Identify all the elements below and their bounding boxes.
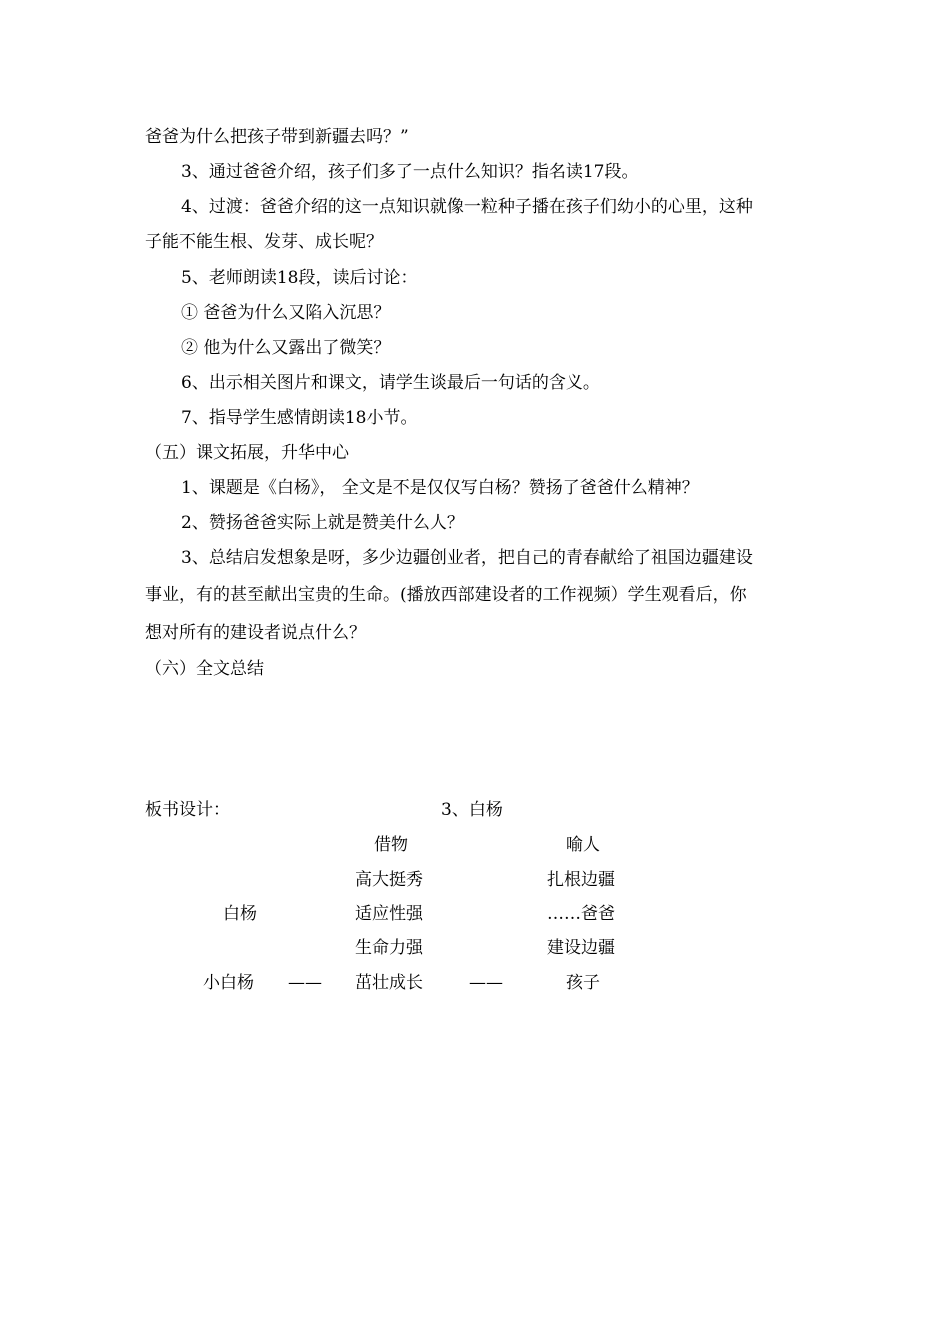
board-label: 板书设计：	[145, 800, 230, 820]
paragraph-5: ① 爸爸为什么又陷入沉思？	[181, 303, 391, 323]
paragraph-2: 4、过渡：爸爸介绍的这一点知识就像一粒种子播在孩子们幼小的心里，这种	[181, 197, 753, 217]
paragraph-13: 事业，有的甚至献出宝贵的生命。(播放西部建设者的工作视频）学生观看后，你	[145, 585, 747, 605]
board-row4-right: 孩子	[566, 973, 600, 993]
paragraph-11: 2、赞扬爸爸实际上就是赞美什么人？	[181, 513, 464, 533]
board-header-right: 喻人	[566, 835, 600, 855]
board-row4-mid: 茁壮成长	[355, 973, 423, 993]
section-heading-5: （五）课文拓展，升华中心	[145, 443, 349, 463]
board-row4-dash1: ——	[288, 973, 322, 993]
board-row4-dash2: ——	[469, 973, 503, 993]
paragraph-1: 3、通过爸爸介绍，孩子们多了一点什么知识？指名读17段。	[181, 162, 639, 182]
board-row3-right: 建设边疆	[547, 938, 615, 958]
paragraph-14: 想对所有的建设者说点什么？	[145, 623, 366, 643]
board-row2-left: 白杨	[223, 904, 257, 924]
paragraph-12: 3、总结启发想象是呀，多少边疆创业者，把自己的青春献给了祖国边疆建设	[181, 548, 753, 568]
paragraph-7: 6、出示相关图片和课文，请学生谈最后一句话的含义。	[181, 373, 600, 393]
paragraph-3: 子能不能生根、发芽、成长呢？	[145, 232, 383, 252]
paragraph-0: 爸爸为什么把孩子带到新疆去吗？”	[145, 127, 409, 147]
board-row1-mid: 高大挺秀	[355, 870, 423, 890]
board-row2-mid: 适应性强	[355, 904, 423, 924]
board-row1-right: 扎根边疆	[547, 870, 615, 890]
section-heading-6: （六）全文总结	[145, 659, 264, 679]
board-row2-right: ……爸爸	[547, 904, 615, 924]
paragraph-6: ② 他为什么又露出了微笑？	[181, 338, 391, 358]
board-row3-mid: 生命力强	[355, 938, 423, 958]
board-title: 3、白杨	[441, 800, 503, 820]
board-row4-left: 小白杨	[203, 973, 254, 993]
paragraph-10: 1、课题是《白杨》， 全文是不是仅仅写白杨？赞扬了爸爸什么精神？	[181, 478, 699, 498]
paragraph-4: 5、老师朗读18段，读后讨论：	[181, 268, 418, 288]
board-header-left: 借物	[374, 835, 408, 855]
paragraph-8: 7、指导学生感情朗读18小节。	[181, 408, 418, 428]
